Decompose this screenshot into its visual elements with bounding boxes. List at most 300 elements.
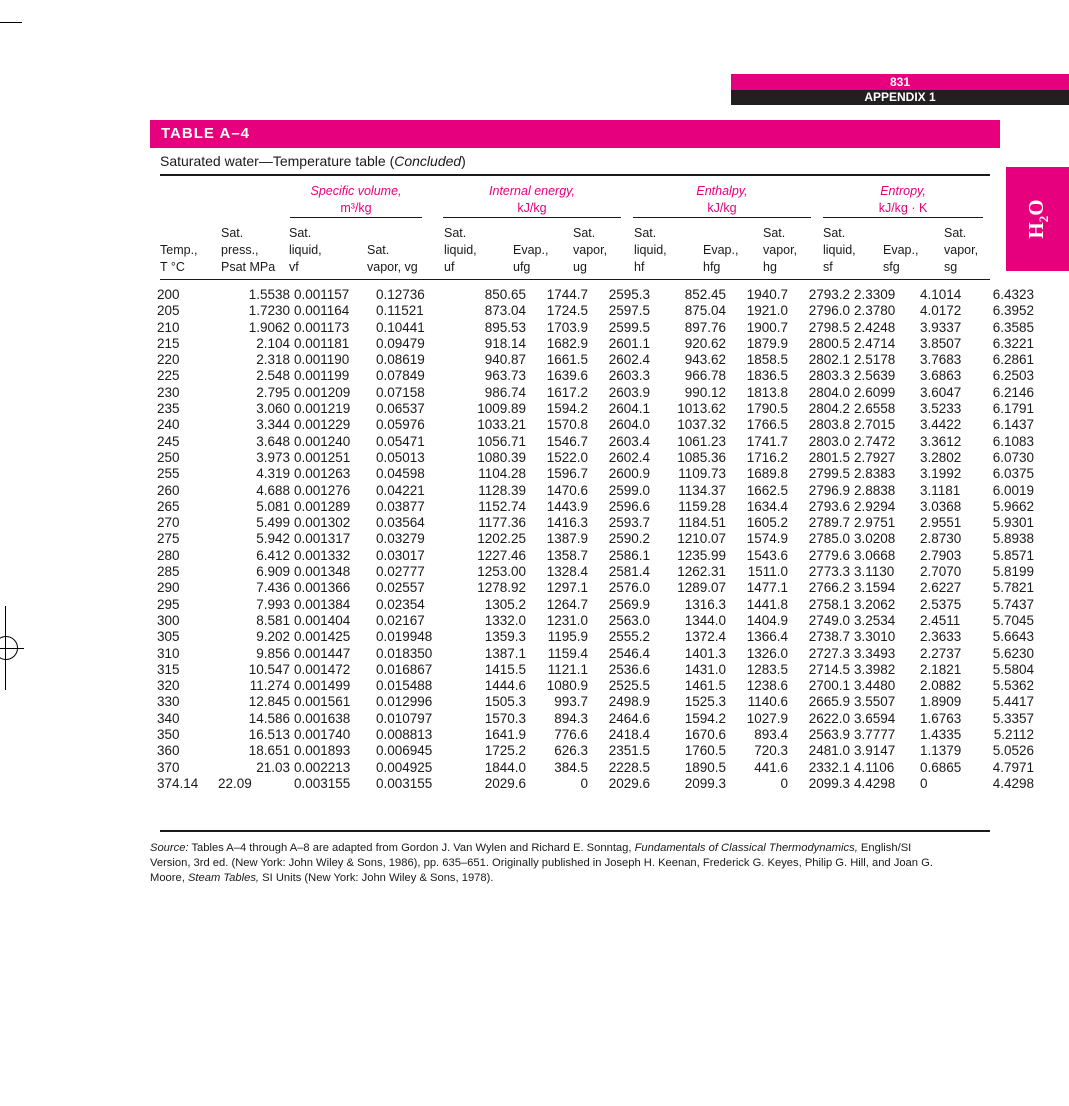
table-cell: 6.1791 bbox=[992, 401, 1034, 417]
table-cell: 1372.4 bbox=[684, 629, 726, 645]
table-cell: 1027.9 bbox=[746, 710, 788, 726]
table-cell: 0.019948 bbox=[376, 629, 433, 645]
table-cell: 0.001173 bbox=[294, 319, 350, 335]
table-cell: 0.001893 bbox=[294, 743, 351, 759]
column-header-line1 bbox=[367, 225, 418, 242]
table-cell: 2595.3 bbox=[608, 287, 650, 302]
header-bottom-rule bbox=[160, 279, 990, 280]
column-header-line2: vapor, bbox=[763, 243, 798, 257]
table-cell: 3.7777 bbox=[854, 727, 896, 743]
table-cell: 1080.9 bbox=[546, 678, 588, 694]
table-cell: 1890.5 bbox=[684, 759, 726, 775]
table-cell: 1744.7 bbox=[546, 287, 588, 302]
table-cell: 0.001302 bbox=[294, 515, 351, 531]
table-cell: 2665.9 bbox=[808, 694, 850, 710]
registration-mark-icon bbox=[0, 636, 18, 660]
table-cell: 0.001472 bbox=[294, 661, 351, 677]
table-cell: 0.001638 bbox=[294, 710, 351, 726]
h2o-h: H bbox=[1023, 222, 1048, 239]
column-header-line2: liquid, bbox=[823, 243, 856, 257]
table-cell: 8.581 bbox=[256, 612, 290, 628]
table-cell: 0.001219 bbox=[294, 401, 351, 417]
table-cell: 2481.0 bbox=[808, 743, 850, 759]
table-cell: 1546.7 bbox=[546, 433, 588, 449]
table-cell: 1461.5 bbox=[684, 678, 726, 694]
table-cell: 1121.1 bbox=[547, 661, 588, 677]
source-note-segment: Fundamentals of Classical Thermodynamics, bbox=[634, 842, 858, 854]
table-cell: 2603.3 bbox=[608, 368, 650, 384]
table-row bbox=[157, 434, 1038, 450]
table-cell: 2546.4 bbox=[608, 645, 650, 661]
column-header-line1: Sat. bbox=[634, 226, 657, 240]
table-cell: 5.6643 bbox=[992, 629, 1034, 645]
column-header-line1 bbox=[513, 225, 548, 242]
table-cell: 6.1437 bbox=[992, 417, 1034, 433]
table-cell: 5.8199 bbox=[992, 564, 1034, 580]
table-cell: 2.9294 bbox=[854, 498, 896, 514]
table-cell: 2.8730 bbox=[920, 531, 962, 547]
table-cell: 2.4511 bbox=[920, 612, 961, 628]
table-cell: 3.5507 bbox=[854, 694, 896, 710]
table-cell: 2602.4 bbox=[608, 449, 650, 465]
table-cell: 6.0730 bbox=[992, 449, 1034, 465]
table-cell: 2597.5 bbox=[608, 303, 650, 319]
source-note-segment: Source: bbox=[150, 842, 189, 854]
table-cell: 1.8909 bbox=[920, 694, 962, 710]
table-cell: 2.6558 bbox=[854, 401, 896, 417]
table-cell: 320 bbox=[157, 678, 180, 694]
table-cell: 3.2802 bbox=[920, 449, 962, 465]
table-cell: 1594.2 bbox=[546, 401, 588, 417]
table-cell: 5.7821 bbox=[992, 580, 1034, 596]
table-cell: 275 bbox=[157, 531, 180, 547]
table-cell: 1.1379 bbox=[920, 743, 962, 759]
table-cell: 1262.31 bbox=[677, 564, 726, 580]
group-name: Specific volume, bbox=[310, 184, 402, 198]
table-cell: 0.001289 bbox=[294, 498, 351, 514]
table-cell: 2.5639 bbox=[854, 368, 896, 384]
table-cell: 5.5362 bbox=[992, 678, 1034, 694]
table-cell: 1.5538 bbox=[248, 287, 290, 302]
table-cell: 2749.0 bbox=[808, 612, 850, 628]
table-cell: 1879.9 bbox=[746, 335, 788, 351]
table-cell: 2.548 bbox=[256, 368, 290, 384]
table-cell: 0.001190 bbox=[294, 352, 350, 368]
table-cell: 2793.6 bbox=[808, 498, 850, 514]
table-cell: 1264.7 bbox=[546, 596, 588, 612]
table-cell: 1703.9 bbox=[546, 319, 588, 335]
table-cell: 1921.0 bbox=[746, 303, 788, 319]
table-cell: 2800.5 bbox=[808, 335, 850, 351]
column-header-symbol: sfg bbox=[883, 260, 900, 274]
column-header-line2: Evap., bbox=[513, 243, 549, 257]
table-row bbox=[157, 743, 1038, 759]
table-cell: 2.3309 bbox=[854, 287, 896, 302]
table-cell: 6.2146 bbox=[992, 384, 1034, 400]
column-header-line2: Temp., bbox=[160, 243, 198, 257]
table-cell: 0.10441 bbox=[376, 319, 425, 335]
group-underline bbox=[823, 217, 983, 218]
table-cell: 0.001384 bbox=[294, 596, 351, 612]
table-cell: 986.74 bbox=[484, 384, 526, 400]
table-cell: 1344.0 bbox=[684, 612, 726, 628]
table-cell: 1326.0 bbox=[746, 645, 788, 661]
table-cell: 1594.2 bbox=[684, 710, 726, 726]
column-header-line1: Sat. bbox=[823, 226, 846, 240]
group-unit: kJ/kg bbox=[517, 201, 547, 215]
table-cell: 1639.6 bbox=[546, 368, 588, 384]
table-cell: 0.018350 bbox=[376, 645, 433, 661]
table-row bbox=[157, 629, 1038, 645]
table-cell: 3.6047 bbox=[920, 384, 962, 400]
column-header-line1: Sat. bbox=[573, 226, 596, 240]
table-cell: 2596.6 bbox=[608, 498, 650, 514]
table-cell: 7.436 bbox=[256, 580, 290, 596]
subtitle-italic: Concluded bbox=[394, 153, 462, 169]
table-cell: 4.1014 bbox=[920, 287, 962, 302]
table-cell: 6.1083 bbox=[992, 433, 1034, 449]
table-cell: 940.87 bbox=[484, 352, 526, 368]
table-cell: 2.4248 bbox=[854, 319, 896, 335]
column-header bbox=[763, 225, 797, 276]
group-unit: m³/kg bbox=[340, 201, 372, 215]
table-cell: 0.016867 bbox=[376, 661, 433, 677]
table-cell: 776.6 bbox=[554, 727, 588, 743]
table-cell: 2536.6 bbox=[608, 661, 650, 677]
table-cell: 5.5804 bbox=[992, 661, 1034, 677]
table-cell: 6.0019 bbox=[992, 482, 1034, 498]
table-cell: 6.412 bbox=[256, 547, 290, 563]
column-header-line2: vapor, bbox=[573, 243, 608, 257]
table-cell: 2351.5 bbox=[608, 743, 650, 759]
table-cell: 12.845 bbox=[248, 694, 290, 710]
table-cell: 1253.00 bbox=[477, 564, 526, 580]
table-cell: 0.012996 bbox=[376, 694, 433, 710]
table-cell: 2.7472 bbox=[854, 433, 896, 449]
table-row bbox=[157, 352, 1038, 368]
column-header-line2: vapor, bbox=[944, 243, 979, 257]
table-cell: 0.001740 bbox=[294, 727, 351, 743]
table-cell: 1227.46 bbox=[477, 547, 526, 563]
table-row bbox=[157, 678, 1038, 694]
table-cell: 1689.8 bbox=[746, 466, 788, 482]
column-header bbox=[513, 225, 548, 276]
table-cell: 1724.5 bbox=[546, 303, 588, 319]
table-cell: 2803.8 bbox=[808, 417, 850, 433]
h2o-o: O bbox=[1023, 199, 1048, 216]
table-cell: 2779.6 bbox=[808, 547, 850, 563]
table-cell: 1128.39 bbox=[478, 482, 526, 498]
table-cell: 2796.0 bbox=[808, 303, 850, 319]
source-note bbox=[150, 841, 950, 886]
column-header-symbol: Psat MPa bbox=[221, 260, 276, 274]
table-cell: 4.0172 bbox=[920, 303, 962, 319]
column-header bbox=[883, 225, 918, 276]
table-cell: 0.001317 bbox=[294, 531, 351, 547]
table-row bbox=[157, 597, 1038, 613]
column-header-line1: Sat. bbox=[289, 226, 312, 240]
table-cell: 1184.51 bbox=[678, 515, 726, 531]
table-cell: 2738.7 bbox=[808, 629, 850, 645]
table-cell: 1140.6 bbox=[747, 694, 788, 710]
table-cell: 0 bbox=[780, 775, 788, 791]
table-cell: 5.942 bbox=[256, 531, 290, 547]
table-cell: 2700.1 bbox=[808, 678, 850, 694]
table-cell: 6.0375 bbox=[992, 466, 1034, 482]
table-cell: 2603.9 bbox=[608, 384, 650, 400]
table-cell: 210 bbox=[157, 319, 180, 335]
h2o-subscript: 2 bbox=[1035, 215, 1051, 223]
column-header bbox=[289, 225, 322, 276]
table-cell: 0.001366 bbox=[294, 580, 351, 596]
group-unit: kJ/kg · K bbox=[878, 201, 928, 215]
table-cell: 3.1130 bbox=[854, 564, 895, 580]
table-cell: 225 bbox=[157, 368, 180, 384]
table-cell: 993.7 bbox=[554, 694, 588, 710]
table-cell: 270 bbox=[157, 515, 180, 531]
table-cell: 3.1992 bbox=[920, 466, 962, 482]
table-row bbox=[157, 515, 1038, 531]
table-cell: 5.9662 bbox=[992, 498, 1034, 514]
section-side-tab bbox=[1006, 167, 1069, 271]
table-cell: 0.05976 bbox=[376, 417, 425, 433]
table-cell: 1177.36 bbox=[478, 515, 526, 531]
table-cell: 5.4417 bbox=[992, 694, 1034, 710]
table-cell: 966.78 bbox=[684, 368, 726, 384]
table-cell: 2802.1 bbox=[808, 352, 850, 368]
table-bottom-rule bbox=[160, 830, 990, 832]
table-cell: 2498.9 bbox=[608, 694, 650, 710]
table-cell: 720.3 bbox=[754, 743, 788, 759]
table-cell: 3.344 bbox=[256, 417, 290, 433]
table-cell: 893.4 bbox=[754, 727, 788, 743]
table-cell: 0.001263 bbox=[294, 466, 351, 482]
table-cell: 2464.6 bbox=[608, 710, 650, 726]
table-cell: 5.0526 bbox=[992, 743, 1034, 759]
table-cell: 441.6 bbox=[754, 759, 788, 775]
table-cell: 0.07158 bbox=[376, 384, 425, 400]
table-cell: 2600.9 bbox=[608, 466, 650, 482]
table-cell: 5.2112 bbox=[993, 727, 1034, 743]
table-cell: 1061.23 bbox=[677, 433, 726, 449]
column-header-line1: Sat. bbox=[763, 226, 786, 240]
table-cell: 2593.7 bbox=[608, 515, 650, 531]
table-row bbox=[157, 711, 1038, 727]
table-cell: 0.001404 bbox=[294, 612, 351, 628]
table-cell: 2.6227 bbox=[920, 580, 962, 596]
table-cell: 1836.5 bbox=[746, 368, 788, 384]
table-cell: 2801.5 bbox=[808, 449, 850, 465]
table-cell: 0.001561 bbox=[294, 694, 351, 710]
table-row bbox=[157, 483, 1038, 499]
subtitle-main: Saturated water—Temperature table ( bbox=[160, 153, 395, 169]
table-cell: 4.7971 bbox=[992, 759, 1034, 775]
table-cell: 10.547 bbox=[248, 661, 290, 677]
table-cell: 0.001181 bbox=[294, 335, 350, 351]
table-cell: 0.08619 bbox=[376, 352, 425, 368]
table-cell: 1574.9 bbox=[746, 531, 788, 547]
table-cell: 1013.62 bbox=[677, 401, 726, 417]
table-cell: 2563.0 bbox=[608, 612, 650, 628]
table-cell: 1283.5 bbox=[746, 661, 788, 677]
table-cell: 1570.3 bbox=[484, 710, 526, 726]
table-cell: 1080.39 bbox=[477, 449, 526, 465]
table-cell: 2332.1 bbox=[808, 759, 850, 775]
table-cell: 6.909 bbox=[256, 564, 290, 580]
column-header-line1: Sat. bbox=[221, 226, 244, 240]
column-header bbox=[703, 225, 738, 276]
table-cell: 1477.1 bbox=[746, 580, 788, 596]
table-cell: 0.02557 bbox=[376, 580, 425, 596]
table-cell: 3.1594 bbox=[854, 580, 896, 596]
table-cell: 0.001425 bbox=[294, 629, 351, 645]
table-cell: 963.73 bbox=[484, 368, 526, 384]
column-header-line2: Evap., bbox=[883, 243, 919, 257]
table-cell: 2590.2 bbox=[608, 531, 650, 547]
table-cell: 0.03877 bbox=[376, 498, 425, 514]
column-header-line2: Sat. bbox=[367, 243, 390, 257]
table-cell: 2563.9 bbox=[808, 727, 850, 743]
table-cell: 1104.28 bbox=[478, 466, 526, 482]
table-cell: 0.006945 bbox=[376, 743, 433, 759]
title-underline bbox=[150, 146, 1000, 148]
table-cell: 0.003155 bbox=[376, 775, 433, 791]
table-cell: 4.4298 bbox=[992, 775, 1034, 791]
table-cell: 6.4323 bbox=[992, 287, 1034, 302]
table-cell: 1900.7 bbox=[746, 319, 788, 335]
column-header-line1: Sat. bbox=[944, 226, 967, 240]
table-row bbox=[157, 303, 1038, 319]
column-header-line2: liquid, bbox=[289, 243, 322, 257]
table-cell: 330 bbox=[157, 694, 180, 710]
table-cell: 1289.07 bbox=[677, 580, 726, 596]
table-cell: 6.2503 bbox=[992, 368, 1034, 384]
table-cell: 2766.2 bbox=[808, 580, 850, 596]
table-cell: 370 bbox=[157, 759, 180, 775]
table-subtitle bbox=[160, 153, 466, 169]
group-entropy bbox=[823, 183, 983, 217]
table-row bbox=[157, 417, 1038, 433]
table-cell: 230 bbox=[157, 384, 180, 400]
table-row bbox=[157, 401, 1038, 417]
column-header-line2: press., bbox=[221, 243, 259, 257]
column-header bbox=[573, 225, 607, 276]
table-cell: 3.7683 bbox=[920, 352, 962, 368]
column-header-symbol: ufg bbox=[513, 260, 531, 274]
table-cell: 894.3 bbox=[554, 710, 588, 726]
table-row bbox=[157, 776, 1038, 792]
table-cell: 5.9301 bbox=[992, 515, 1034, 531]
table-cell: 1238.6 bbox=[746, 678, 788, 694]
table-cell: 2604.1 bbox=[608, 401, 650, 417]
table-cell: 1.4335 bbox=[920, 727, 962, 743]
table-cell: 1525.3 bbox=[684, 694, 726, 710]
table-cell: 2586.1 bbox=[608, 547, 650, 563]
table-cell: 0.03564 bbox=[376, 515, 425, 531]
table-cell: 1443.9 bbox=[546, 498, 588, 514]
column-header-symbol: sg bbox=[944, 260, 958, 274]
column-header-symbol: sf bbox=[823, 260, 833, 274]
table-cell: 2796.9 bbox=[808, 482, 850, 498]
table-cell: 0.02354 bbox=[376, 596, 425, 612]
table-row bbox=[157, 450, 1038, 466]
table-cell: 1033.21 bbox=[477, 417, 526, 433]
table-cell: 2.1821 bbox=[920, 661, 962, 677]
table-cell: 0.001276 bbox=[294, 482, 351, 498]
table-cell: 300 bbox=[157, 612, 180, 628]
subtitle-close: ) bbox=[461, 153, 466, 169]
group-enthalpy bbox=[633, 183, 811, 217]
group-underline bbox=[633, 217, 811, 218]
table-cell: 0.002213 bbox=[294, 759, 351, 775]
table-cell: 2.5375 bbox=[920, 596, 962, 612]
source-note-segment: Tables A–4 through A–8 are adapted from Gordon J. Van Wylen and Richard E. Sonntag, bbox=[188, 842, 635, 854]
table-cell: 1387.1 bbox=[484, 645, 526, 661]
table-cell: 1404.9 bbox=[746, 612, 788, 628]
column-header-symbol: uf bbox=[444, 260, 455, 274]
table-row bbox=[157, 336, 1038, 352]
table-cell: 0.03017 bbox=[376, 547, 425, 563]
table-cell: 1441.8 bbox=[746, 596, 788, 612]
table-top-rule bbox=[160, 174, 990, 176]
table-cell: 1202.25 bbox=[477, 531, 526, 547]
table-cell: 2.3633 bbox=[920, 629, 962, 645]
table-cell: 3.6594 bbox=[854, 710, 896, 726]
table-cell: 215 bbox=[157, 335, 180, 351]
table-cell: 3.3493 bbox=[854, 645, 896, 661]
column-header bbox=[160, 225, 198, 276]
table-cell: 1366.4 bbox=[746, 629, 788, 645]
page-number: 831 bbox=[731, 74, 1069, 90]
table-cell: 0.001157 bbox=[294, 287, 350, 302]
column-header bbox=[444, 225, 477, 276]
table-cell: 350 bbox=[157, 727, 180, 743]
table-cell: 1159.28 bbox=[678, 498, 726, 514]
table-cell: 1760.5 bbox=[684, 743, 726, 759]
table-cell: 5.3357 bbox=[992, 710, 1034, 726]
table-cell: 3.973 bbox=[256, 449, 290, 465]
table-cell: 1596.7 bbox=[546, 466, 588, 482]
table-cell: 1415.5 bbox=[484, 661, 526, 677]
table-cell: 4.4298 bbox=[854, 775, 896, 791]
table-cell: 1511.0 bbox=[747, 564, 788, 580]
table-cell: 1444.6 bbox=[484, 678, 526, 694]
table-cell: 2555.2 bbox=[608, 629, 650, 645]
table-cell: 5.7437 bbox=[992, 596, 1034, 612]
table-row bbox=[157, 385, 1038, 401]
table-cell: 7.993 bbox=[256, 596, 290, 612]
column-header-symbol: hfg bbox=[703, 260, 721, 274]
table-title-bar bbox=[150, 120, 1000, 146]
table-cell: 875.04 bbox=[684, 303, 726, 319]
table-row bbox=[157, 694, 1038, 710]
table-cell: 5.8571 bbox=[992, 547, 1034, 563]
h2o-label bbox=[1023, 199, 1051, 238]
table-cell: 1009.89 bbox=[477, 401, 526, 417]
table-cell: 3.4480 bbox=[854, 678, 896, 694]
table-cell: 0.001499 bbox=[294, 678, 351, 694]
table-cell: 21.03 bbox=[256, 759, 290, 775]
table-cell: 2.5178 bbox=[854, 352, 896, 368]
table-cell: 2.3780 bbox=[854, 303, 896, 319]
table-cell: 340 bbox=[157, 710, 180, 726]
table-cell: 9.202 bbox=[256, 629, 290, 645]
table-cell: 0.09479 bbox=[376, 335, 425, 351]
table-cell: 6.2861 bbox=[992, 352, 1034, 368]
table-cell: 1056.71 bbox=[477, 433, 526, 449]
table-cell: 1401.3 bbox=[684, 645, 726, 661]
table-cell: 2799.5 bbox=[808, 466, 850, 482]
